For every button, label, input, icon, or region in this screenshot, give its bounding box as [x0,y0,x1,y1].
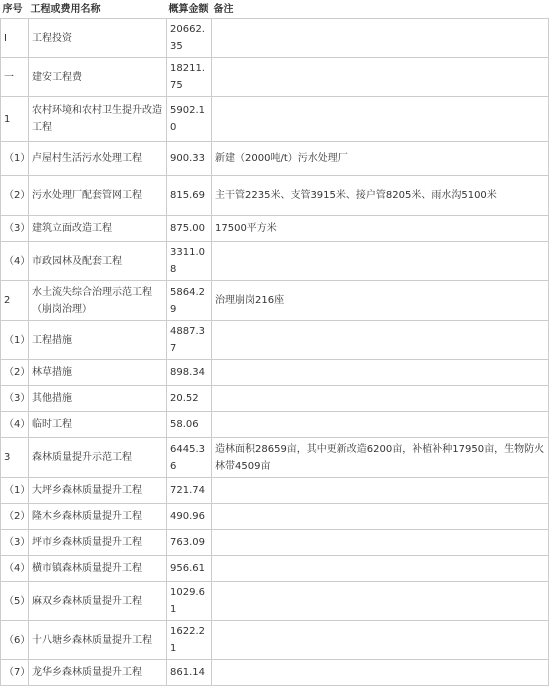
cell-note [212,386,549,412]
header-no: 序号 [2,4,23,15]
cell-name: 市政园林及配套工程 [29,242,167,281]
table-row [1,58,549,97]
cell-note [212,504,549,530]
cell-no: （1） [1,478,29,504]
cell-name: 龙华乡森林质量提升工程 [29,660,167,686]
table-row [1,176,549,216]
cell-note: 治理崩岗216座 [212,281,549,321]
cell-name: 其他措施 [29,386,167,412]
cell-amount: 5864.29 [167,281,212,321]
cell-amount: 490.96 [167,504,212,530]
header-amount: 概算金额 [168,4,209,15]
table-row [1,360,549,386]
cell-note [212,660,549,686]
cell-note [212,412,549,438]
table-row [1,438,549,478]
cell-note [212,556,549,582]
table-row [1,582,549,621]
header-name: 工程或费用名称 [30,4,101,15]
cell-amount: 20662.35 [167,19,212,58]
cell-note [212,478,549,504]
table-row [1,242,549,281]
cell-no: （2） [1,504,29,530]
cell-name: 十八塘乡森林质量提升工程 [29,621,167,660]
cell-note [212,360,549,386]
cell-no: （3） [1,530,29,556]
cell-no: 1 [1,97,29,142]
cell-note [212,242,549,281]
table-row [1,216,549,242]
cell-note: 17500平方米 [212,216,549,242]
cell-name: 卢屋村生活污水处理工程 [29,142,167,176]
cell-note [212,621,549,660]
cell-no: I [1,19,29,58]
cell-name: 建安工程费 [29,58,167,97]
cell-no: 一 [1,58,29,97]
table-row [1,386,549,412]
cell-amount: 58.06 [167,412,212,438]
cell-name: 工程投资 [29,19,167,58]
table-row [1,504,549,530]
table-row [1,478,549,504]
cell-amount: 20.52 [167,386,212,412]
cell-note: 造林面积28659亩，其中更新改造6200亩，补植补种17950亩，生物防火林带4509亩 [212,438,549,478]
cell-note [212,97,549,142]
cell-amount: 3311.08 [167,242,212,281]
cell-amount: 815.69 [167,176,212,216]
cell-note: 主干管2235米、支管3915米、接户管8205米、雨水沟5100米 [212,176,549,216]
cell-no: （7） [1,660,29,686]
cell-amount: 1029.61 [167,582,212,621]
cell-amount: 4887.37 [167,321,212,360]
cell-no: 3 [1,438,29,478]
table-row [1,660,549,686]
cell-no: （2） [1,176,29,216]
table-header-row [1,0,549,19]
cell-name: 临时工程 [29,412,167,438]
table-row [1,621,549,660]
cell-no: （3） [1,386,29,412]
table-row [1,556,549,582]
cell-no: （4） [1,412,29,438]
table-row [1,97,549,142]
table-row [1,142,549,176]
cell-note [212,530,549,556]
cell-name: 建筑立面改造工程 [29,216,167,242]
cell-name: 大坪乡森林质量提升工程 [29,478,167,504]
cell-amount: 898.34 [167,360,212,386]
table-row [1,321,549,360]
cell-name: 森林质量提升示范工程 [29,438,167,478]
cell-note [212,19,549,58]
cell-name: 横市镇森林质量提升工程 [29,556,167,582]
cell-no: 2 [1,281,29,321]
cell-no: （4） [1,242,29,281]
cell-amount: 721.74 [167,478,212,504]
cell-name: 隆木乡森林质量提升工程 [29,504,167,530]
cell-name: 坪市乡森林质量提升工程 [29,530,167,556]
cell-no: （5） [1,582,29,621]
cell-no: （1） [1,142,29,176]
cell-note [212,582,549,621]
header-note: 备注 [213,4,234,15]
table-row [1,281,549,321]
cell-no: （4） [1,556,29,582]
cell-amount: 875.00 [167,216,212,242]
cell-amount: 861.14 [167,660,212,686]
table-body [1,19,549,686]
cell-note: 新建（2000吨/t）污水处理厂 [212,142,549,176]
cell-name: 水土流失综合治理示范工程（崩岗治理） [29,281,167,321]
table-row [1,19,549,58]
cell-amount: 900.33 [167,142,212,176]
cell-amount: 5902.10 [167,97,212,142]
cell-note [212,321,549,360]
cell-no: （6） [1,621,29,660]
cell-name: 污水处理厂配套管网工程 [29,176,167,216]
cell-no: （2） [1,360,29,386]
cell-amount: 956.61 [167,556,212,582]
cell-name: 麻双乡森林质量提升工程 [29,582,167,621]
cell-no: （3） [1,216,29,242]
cell-name: 工程措施 [29,321,167,360]
cell-amount: 18211.75 [167,58,212,97]
cell-amount: 1622.21 [167,621,212,660]
table-row [1,412,549,438]
cell-note [212,58,549,97]
cell-amount: 763.09 [167,530,212,556]
cell-name: 农村环境和农村卫生提升改造工程 [29,97,167,142]
cell-amount: 6445.36 [167,438,212,478]
cell-no: （1） [1,321,29,360]
cell-name: 林草措施 [29,360,167,386]
table-row [1,530,549,556]
